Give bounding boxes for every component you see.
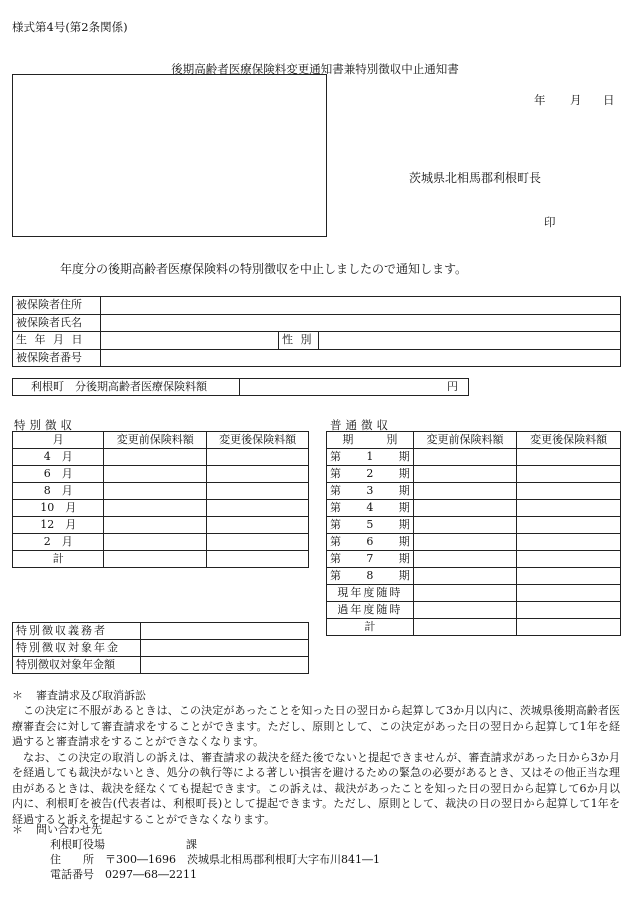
period-post: 期: [398, 518, 410, 531]
form-number: 様式第4号(第2条関係): [12, 20, 128, 34]
premium-amount-unit: 円: [240, 379, 469, 396]
date-year-label: 年: [534, 93, 546, 107]
period-num: 5: [366, 518, 374, 531]
insured-address-label: 被保険者住所: [13, 297, 101, 315]
past-year-label: 過年度随時: [327, 602, 414, 619]
table-row: [13, 640, 309, 657]
insured-address-value: [101, 297, 621, 315]
normal-total-label: 計: [327, 619, 414, 636]
period-pre: 第: [330, 450, 341, 463]
pension-amount-label: 特別徴収対象年金額: [13, 657, 141, 674]
special-month-cell: 8 月: [13, 483, 104, 500]
insured-info-table: [12, 296, 621, 367]
special-month-cell: 10 月: [13, 500, 104, 517]
sex-label: 性 別: [279, 332, 319, 350]
normal-header-row: [327, 432, 621, 449]
period-num: 6: [366, 535, 374, 548]
special-month-cell: 12 月: [13, 517, 104, 534]
normal-period-cell: [327, 517, 414, 534]
special-total-label: 計: [13, 551, 104, 568]
normal-total-row: [327, 619, 621, 636]
period-post: 期: [398, 501, 410, 514]
notice-text: 年度分の後期高齢者医療保険料の特別徴収を中止しましたので通知します。: [60, 262, 468, 276]
period-pre: 第: [330, 484, 341, 497]
inquiry-address: 住 所 〒300―1696 茨城県北相馬郡利根町大字布川841―1: [50, 853, 380, 866]
table-row: [13, 483, 309, 500]
normal-header-period: 期 別: [327, 432, 414, 449]
seal-mark: 印: [544, 215, 556, 229]
review-paragraph-1: この決定に不服があるときは、この決定があったことを知った日の翌日から起算して3か月以内に、茨城県後期高齢者医療審査会に対して審査請求をすることができます。ただし、原則として、この決定があった日の翌日から起算して1年を経過すると審査請求をすることができなくなります。: [12, 704, 620, 748]
table-row: [327, 466, 621, 483]
premium-amount-table: [12, 378, 469, 396]
period-pre: 第: [330, 535, 341, 548]
insured-number-label: 被保険者番号: [13, 349, 101, 367]
insured-name-value: [101, 314, 621, 332]
date-month-label: 月: [570, 93, 582, 107]
review-body: [12, 703, 620, 827]
normal-period-cell: [327, 500, 414, 517]
premium-amount-label: 利根町 分後期高齢者医療保険料額: [13, 379, 240, 396]
period-post: 期: [398, 450, 410, 463]
current-year-label: 現年度随時: [327, 585, 414, 602]
table-row: [13, 500, 309, 517]
normal-current-year-row: [327, 585, 621, 602]
normal-past-year-row: [327, 602, 621, 619]
period-num: 4: [366, 501, 374, 514]
table-row: [13, 449, 309, 466]
insured-number-row: [13, 349, 621, 367]
period-pre: 第: [330, 518, 341, 531]
inquiry-section: 課: [186, 838, 197, 851]
special-collection-table: [12, 431, 309, 568]
period-pre: 第: [330, 569, 341, 582]
inquiry-phone: 電話番号 0297―68―2211: [50, 868, 197, 881]
inquiry-title: 問い合わせ先: [36, 823, 102, 836]
birth-date-label: 生 年 月 日: [13, 332, 101, 350]
period-pre: 第: [330, 467, 341, 480]
normal-period-cell: [327, 534, 414, 551]
period-num: 8: [366, 569, 374, 582]
normal-period-cell: [327, 466, 414, 483]
insured-number-value: [101, 349, 621, 367]
insured-name-label: 被保険者氏名: [13, 314, 101, 332]
table-row: [13, 623, 309, 640]
pension-label: 特別徴収対象年金: [13, 640, 141, 657]
table-row: [13, 517, 309, 534]
special-header-before: 変更前保険料額: [104, 432, 207, 449]
special-month-cell: 6 月: [13, 466, 104, 483]
date-day-label: 日: [603, 93, 615, 107]
inquiry-office: 利根町役場: [50, 838, 105, 851]
special-header-row: [13, 432, 309, 449]
normal-collection-title: 普通徴収: [330, 418, 392, 432]
special-header-month: 月: [13, 432, 104, 449]
period-post: 期: [398, 569, 410, 582]
period-post: 期: [398, 467, 410, 480]
normal-header-before: 変更前保険料額: [413, 432, 517, 449]
insured-name-row: [13, 314, 621, 332]
document-title: 後期高齢者医療保険料変更通知書兼特別徴収中止通知書: [171, 62, 459, 76]
normal-header-after: 変更後保険料額: [517, 432, 621, 449]
issuer-name: 茨城県北相馬郡利根町長: [409, 171, 542, 185]
normal-period-cell: [327, 449, 414, 466]
table-row: [327, 483, 621, 500]
period-post: 期: [398, 484, 410, 497]
normal-period-cell: [327, 568, 414, 585]
table-row: [13, 466, 309, 483]
insured-address-row: [13, 297, 621, 315]
sex-value: [319, 332, 621, 350]
normal-period-cell: [327, 483, 414, 500]
period-num: 7: [366, 552, 374, 565]
birth-date-value: [101, 332, 279, 350]
normal-period-rows: [327, 449, 621, 585]
review-title: 審査請求及び取消訴訟: [36, 689, 146, 702]
period-num: 3: [366, 484, 374, 497]
period-num: 2: [366, 467, 374, 480]
review-star-mark: ＊: [12, 689, 23, 702]
period-num: 1: [366, 450, 374, 463]
table-row: [13, 534, 309, 551]
review-paragraph-2: なお、この決定の取消しの訴えは、審査請求の裁決を経た後でないと提起できませんが、審査請求があった日から3か月を経過しても裁決がないとき、処分の執行等による著しい損害を避けるための緊急の必要があるとき、又はその他正当な理由があるときは、裁決を経なくても提起できます。この訴えは、裁決があったことを知った日の翌日から起算して6か月以内に、利根町を被告(代表者は、利根町長)として提起できます。ただし、原則として、裁決の日の翌日から起算して1年を経過すると訴えを提起することができなくなります。: [12, 750, 620, 826]
special-month-cell: 4 月: [13, 449, 104, 466]
period-post: 期: [398, 552, 410, 565]
obligor-label: 特別徴収義務者: [13, 623, 141, 640]
special-month-cell: 2 月: [13, 534, 104, 551]
table-row: [327, 449, 621, 466]
obligor-table: [12, 622, 309, 674]
normal-period-cell: [327, 551, 414, 568]
table-row: [13, 657, 309, 674]
table-row: [327, 568, 621, 585]
table-row: [327, 534, 621, 551]
special-collection-title: 特別徴収: [14, 418, 76, 432]
period-pre: 第: [330, 552, 341, 565]
period-pre: 第: [330, 501, 341, 514]
special-header-after: 変更後保険料額: [207, 432, 309, 449]
address-window-box: [12, 74, 327, 237]
special-total-row: [13, 551, 309, 568]
table-row: [327, 500, 621, 517]
inquiry-star-mark: ＊: [12, 823, 23, 836]
normal-collection-table: [326, 431, 621, 636]
table-row: [327, 517, 621, 534]
table-row: [327, 551, 621, 568]
period-post: 期: [398, 535, 410, 548]
insured-birth-row: [13, 332, 621, 350]
